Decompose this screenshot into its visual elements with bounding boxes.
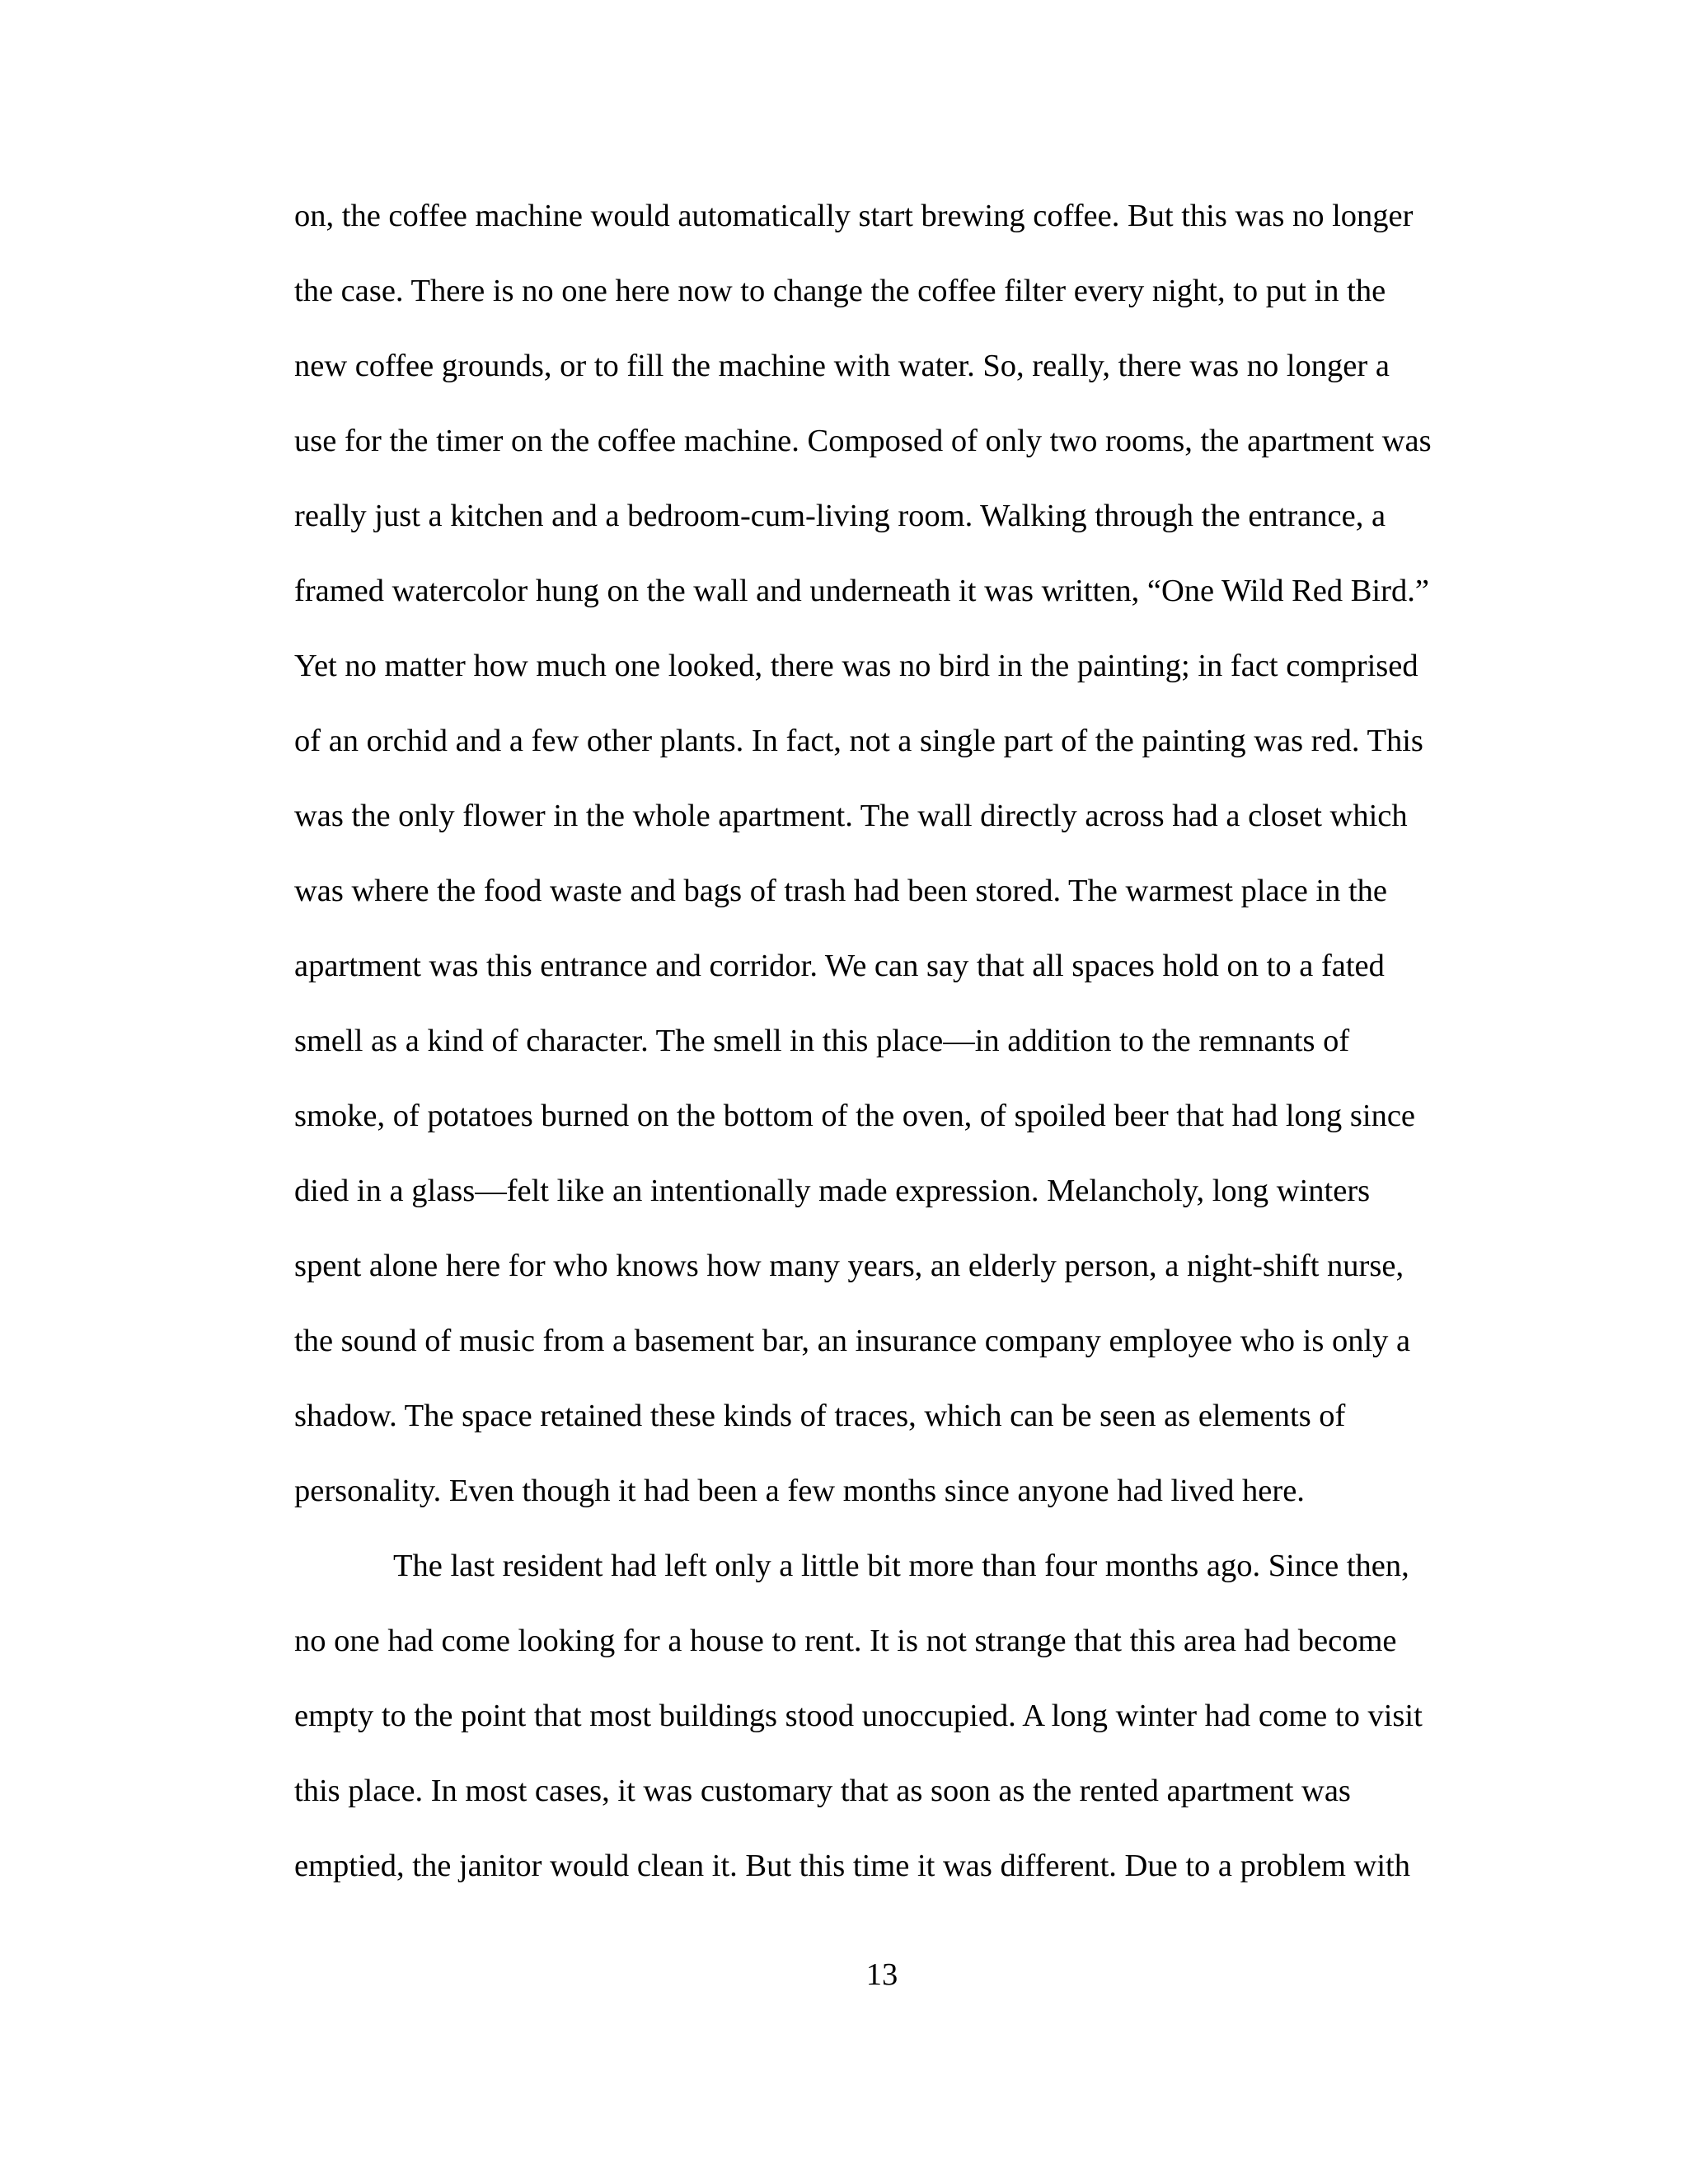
text-line: this place. In most cases, it was customary that as soon as the rented apartment was — [294, 1774, 1351, 1808]
text-line: spent alone here for who knows how many years, an elderly person, a night-shift nurse, — [294, 1249, 1404, 1283]
text-line: of an orchid and a few other plants. In fact, not a single part of the painting was red. This — [294, 724, 1423, 758]
text-line: was where the food waste and bags of trash had been stored. The warmest place in the — [294, 874, 1388, 908]
text-line: the case. There is no one here now to change the coffee filter every night, to put in the — [294, 274, 1386, 308]
text-line: empty to the point that most buildings stood unoccupied. A long winter had come to visit — [294, 1699, 1423, 1733]
text-line: emptied, the janitor would clean it. But this time it was different. Due to a problem with — [294, 1849, 1410, 1883]
text-line: framed watercolor hung on the wall and underneath it was written, “One Wild Red Bird.” — [294, 574, 1429, 608]
text-line: smoke, of potatoes burned on the bottom of the oven, of spoiled beer that had long since — [294, 1099, 1416, 1133]
text-line: smell as a kind of character. The smell in this place—in addition to the remnants of — [294, 1024, 1350, 1058]
page-number: 13 — [865, 1957, 898, 1992]
text-line: really just a kitchen and a bedroom-cum-living room. Walking through the entrance, a — [294, 499, 1386, 533]
text-line: the sound of music from a basement bar, an insurance company employee who is only a — [294, 1324, 1411, 1358]
text-line: no one had come looking for a house to rent. It is not strange that this area had become — [294, 1624, 1397, 1658]
text-line: personality. Even though it had been a few months since anyone had lived here. — [294, 1474, 1305, 1508]
text-line: on, the coffee machine would automatically start brewing coffee. But this was no longer — [294, 199, 1414, 233]
text-line: new coffee grounds, or to fill the machine with water. So, really, there was no longer a — [294, 349, 1390, 383]
paragraph-first-line: The last resident had left only a little bit more than four months ago. Since then, — [393, 1549, 1409, 1583]
text-line: Yet no matter how much one looked, there was no bird in the painting; in fact comprised — [294, 649, 1418, 683]
text-line: died in a glass—felt like an intentionally made expression. Melancholy, long winters — [294, 1174, 1371, 1208]
text-line: use for the timer on the coffee machine. Composed of only two rooms, the apartment was — [294, 424, 1432, 458]
text-line: apartment was this entrance and corridor. We can say that all spaces hold on to a fated — [294, 949, 1385, 983]
text-line: was the only flower in the whole apartment. The wall directly across had a closet which — [294, 799, 1408, 833]
text-line: shadow. The space retained these kinds of traces, which can be seen as elements of — [294, 1399, 1346, 1433]
